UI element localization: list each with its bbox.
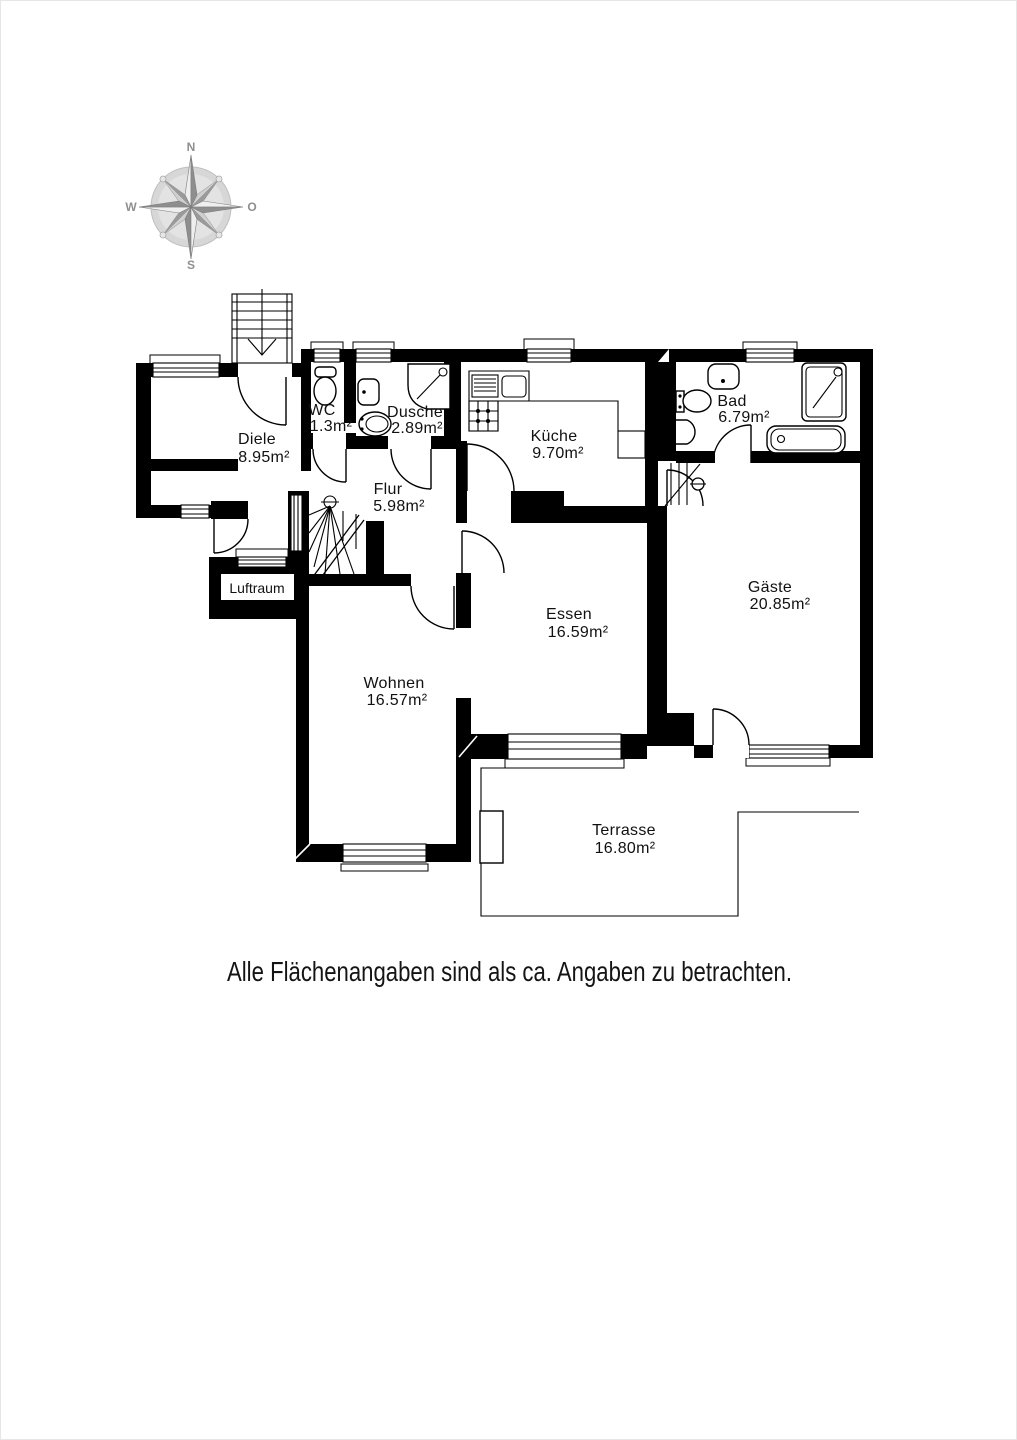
room-label-gaeste-name: Gäste: [747, 579, 793, 596]
room-labels: [238, 393, 811, 857]
window-wohnen-south: [343, 844, 426, 862]
terrace-outline: [480, 768, 859, 916]
floor-plan-svg: [1, 1, 1017, 1440]
bad-sink-icon: [708, 364, 739, 389]
bad-shower-icon: [802, 363, 846, 421]
main-stair: [309, 496, 364, 583]
bad-bathtub-icon: [767, 426, 845, 453]
door-bad: [713, 425, 751, 463]
entry-stairs: [232, 289, 292, 363]
bad-bidet-icon: [676, 420, 695, 444]
gaeste-stair: [665, 463, 706, 506]
compass-cardinal-points: [139, 155, 243, 259]
compass-o-label: O: [247, 200, 257, 214]
window-kueche-top: [527, 349, 571, 362]
window-essen-terrace: [508, 734, 621, 759]
window-diele-top: [153, 363, 219, 377]
door-kueche: [467, 444, 514, 491]
disclaimer-text: Alle Flächenangaben sind als ca. Angaben zu betrachten.: [227, 956, 792, 987]
room-label-wohnen-name: Wohnen: [363, 675, 425, 692]
room-label-dusche-name: Dusche: [386, 404, 444, 421]
wall-mitres: [293, 736, 477, 861]
dusche-sink-icon: [358, 379, 379, 405]
room-label-kueche-area: 9.70m²: [532, 445, 584, 462]
window-entry-west: [181, 505, 209, 518]
wc-toilet-tank: [315, 367, 336, 377]
luftraum-box: [221, 574, 294, 600]
room-label-wc-name: WC: [308, 402, 336, 419]
kitchen-niche-line: [529, 401, 645, 431]
kitchen-cupboard: [618, 431, 645, 458]
window-dusche-top: [356, 349, 391, 362]
room-label-luftraum: Luftraum: [229, 580, 285, 596]
bad-fixtures: [676, 363, 846, 453]
window-luftraum: [238, 557, 286, 567]
room-label-essen-name: Essen: [546, 606, 592, 623]
terrace-step: [480, 811, 503, 863]
room-label-bad-area: 6.79m²: [718, 409, 770, 426]
room-label-diele-name: Diele: [238, 431, 276, 448]
window-stairwell: [291, 495, 302, 551]
bad-toilet-icon: [676, 390, 711, 412]
room-label-gaeste-area: 20.85m²: [749, 596, 811, 613]
window-bad-top: [746, 349, 794, 362]
room-label-essen-area: 16.59m²: [547, 624, 609, 641]
window-gaeste-south: [749, 745, 829, 758]
kitchen-sink: [472, 375, 526, 397]
door-landing: [214, 519, 248, 553]
door-gaeste: [713, 709, 749, 745]
wc-toilet-icon: [314, 377, 336, 405]
room-label-wc-area: 1.3m²: [309, 418, 353, 435]
door-entry: [238, 377, 286, 425]
compass-s-label: S: [186, 258, 196, 272]
room-label-flur-area: 5.98m²: [373, 498, 425, 515]
door-wc: [313, 449, 346, 482]
room-label-flur-name: Flur: [373, 481, 403, 498]
compass-n-label: N: [186, 140, 196, 154]
gaeste-door-opening: [713, 745, 749, 758]
dusche-shower-icon: [408, 364, 450, 409]
window-wc-top: [314, 349, 340, 362]
door-flur-essen: [462, 531, 504, 573]
room-label-kueche-name: Küche: [530, 428, 578, 445]
compass-w-label: W: [125, 200, 137, 214]
compass-rose: [125, 140, 256, 272]
room-label-wohnen-area: 16.57m²: [366, 692, 428, 709]
room-label-terrasse-area: 16.80m²: [594, 840, 656, 857]
room-label-dusche-area: 2.89m²: [391, 420, 443, 437]
wc-fixtures: [314, 367, 336, 405]
door-wohnen: [411, 586, 454, 629]
room-label-terrasse-name: Terrasse: [592, 822, 656, 839]
room-label-bad-name: Bad: [717, 393, 747, 410]
room-label-diele-area: 8.95m²: [238, 449, 290, 466]
kitchen-stove: [469, 401, 498, 431]
